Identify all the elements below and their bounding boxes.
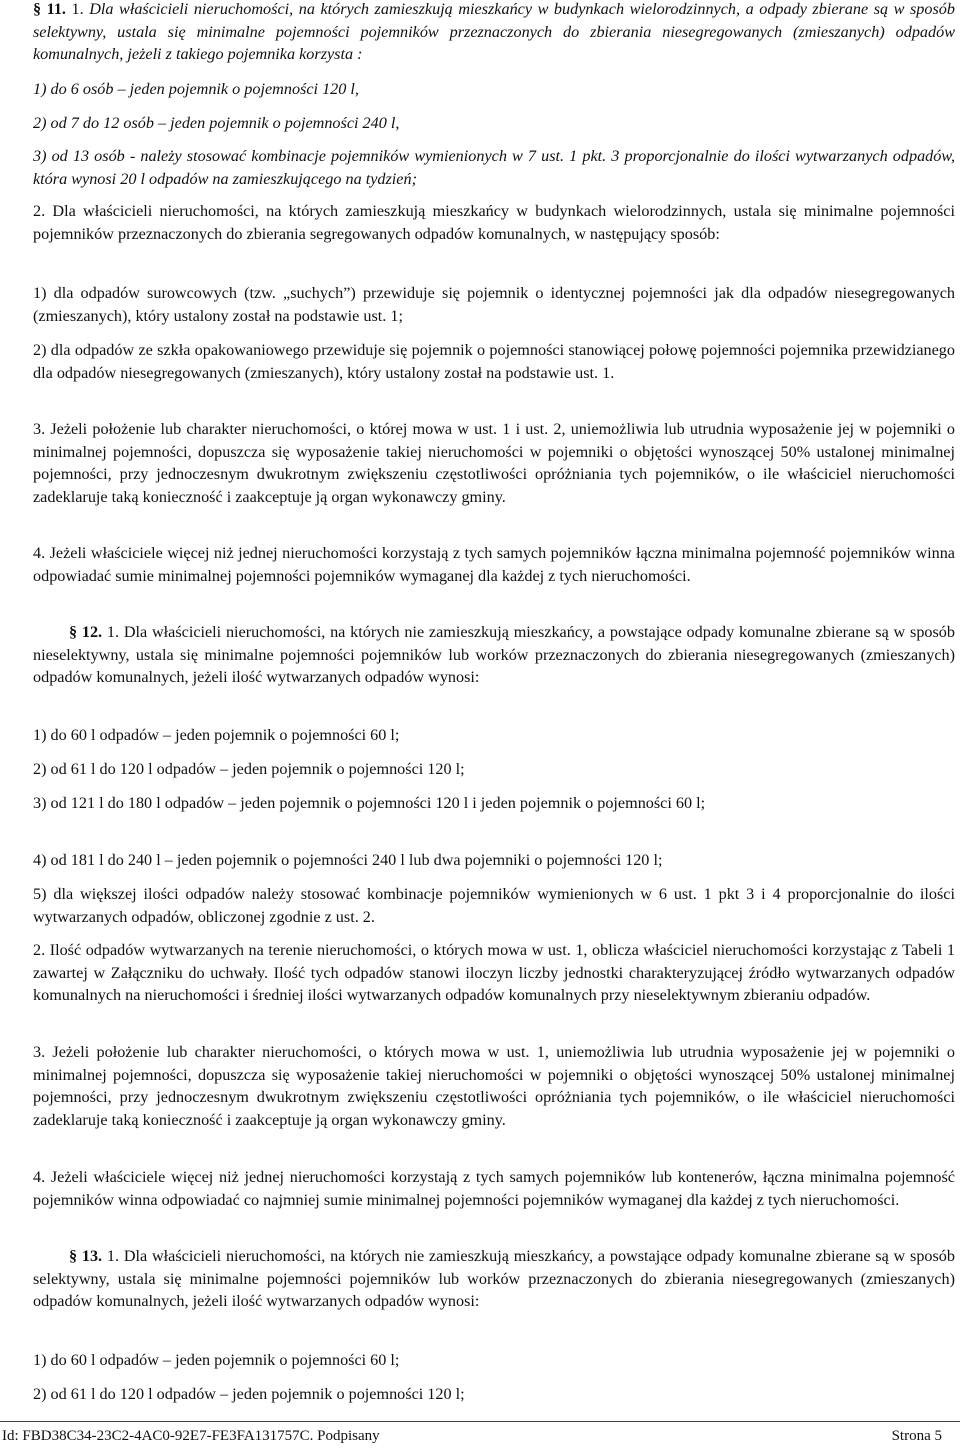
par12-ust3: 3. Jeżeli położenie lub charakter nieruchomości, o których mowa w ust. 1, uniemożliwia lub utrudnia wyposażenie jej w pojemniki o minimalnej pojemności, dopuszcza się wyposażenie takiej nieruchomości w pojemniki o objętości wynoszącej 50% ustalonej minimalnej pojemności, przy jednoczesnym dwukrotnym zwiększeniu częstotliwości opróżniania tych pojemników, o ile właściciel nieruchomości zadeklaruje taką konieczność i zaakceptuje ją organ wykonawczy gminy. xyxy=(33,1043,955,1129)
par11-ust1-text: Dla właścicieli nieruchomości, na których zamieszkują mieszkańcy w budynkach wielorodzinnych, a odpady zbierane są w sposób selektywny, ustala się minimalne pojemności pojemników przeznaczonych do zbierania niesegregowanych (zmieszanych) odpadów komunalnych, jeżeli z takiego pojemnika korzysta : xyxy=(33,0,955,64)
par11-ust3: 3. Jeżeli położenie lub charakter nieruchomości, o której mowa w ust. 1 i ust. 2, uniemożliwia lub utrudnia wyposażenie jej w pojemniki o minimalnej pojemności, dopuszcza się wyposażenie takiej nieruchomości w pojemniki o objętości wynoszącej 50% ustalonej minimalnej pojemności, przy jednoczesnym dwukrotnym zwiększeniu częstotliwości opróżniania tych pojemników, o ile właściciel nieruchomości zadeklaruje taką konieczność i zaakceptuje ją organ wykonawczy gminy. xyxy=(33,420,955,506)
par11-ust1-number: 1. xyxy=(71,0,84,18)
par11-ust1-item-1: 1) do 6 osób – jeden pojemnik o pojemności 120 l, xyxy=(33,80,359,98)
par12-ust1 xyxy=(33,621,955,689)
par12-ust1-item-3: 3) od 121 l do 180 l odpadów – jeden pojemnik o pojemności 120 l i jeden pojemnik o pojemności 60 l; xyxy=(33,794,706,812)
par12-ust1-text: Dla właścicieli nieruchomości, na których nie zamieszkują mieszkańcy, a powstające odpady komunalne zbierane są w sposób nieselektywny, ustala się minimalne pojemności pojemników lub worków przeznaczonych do zbierania niesegregowanych (zmieszanych) odpadów komunalnych, jeżeli ilość wytwarzanych odpadów wynosi: xyxy=(33,623,955,687)
par11-ust2: 2. Dla właścicieli nieruchomości, na których zamieszkują mieszkańcy w budynkach wielorodzinnych, ustala się minimalne pojemności pojemników przeznaczonych do zbierania segregowanych odpadów komunalnych, w następujący sposób: xyxy=(33,202,955,243)
par13-number: § 13. xyxy=(69,1247,103,1265)
par13-ust1-text: Dla właścicieli nieruchomości, na których nie zamieszkują mieszkańcy, a powstające odpady komunalne zbierane są w sposób selektywny, ustala się minimalne pojemności pojemników lub worków przeznaczonych do zbierania niesegregowanych (zmieszanych) odpadów komunalnych, jeżeli ilość wytwarzanych odpadów wynosi: xyxy=(33,1247,955,1311)
par13-ust1-item-1: 1) do 60 l odpadów – jeden pojemnik o pojemności 60 l; xyxy=(33,1351,400,1369)
par12-ust1-item-1: 1) do 60 l odpadów – jeden pojemnik o pojemności 60 l; xyxy=(33,726,400,744)
par12-ust1-item-4: 4) od 181 l do 240 l – jeden pojemnik o pojemności 240 l lub dwa pojemniki o pojemności 120 l; xyxy=(33,851,663,869)
par12-ust2: 2. Ilość odpadów wytwarzanych na terenie nieruchomości, o których mowa w ust. 1, oblicza właściciel nieruchomości korzystając z Tabeli 1 zawartej w Załączniku do uchwały. Ilość tych odpadów stanowi iloczyn liczby jednostki charakteryzującej źródło wytwarzanych odpadów komunalnych na nieruchomości i średniej ilości wytwarzanych odpadów komunalnych przy nieselektywnym zbieraniu odpadów. xyxy=(33,941,955,1005)
par13-ust1-item-2: 2) od 61 l do 120 l odpadów – jeden pojemnik o pojemności 120 l; xyxy=(33,1385,465,1403)
page-number: Strona 5 xyxy=(891,1428,942,1444)
par11-ust2-item-1: 1) dla odpadów surowcowych (tzw. „suchych”) przewiduje się pojemnik o identycznej pojemności jak dla odpadów niesegregowanych (zmieszanych), który ustalony został na podstawie ust. 1; xyxy=(33,284,955,325)
document-id: Id: FBD38C34-23C2-4AC0-92E7-FE3FA131757C. Podpisany xyxy=(2,1428,380,1444)
par11-ust4: 4. Jeżeli właściciele więcej niż jednej nieruchomości korzystają z tych samych pojemników łączna minimalna pojemność pojemników winna odpowiadać sumie minimalnej pojemności pojemników wymaganej dla każdej z tych nieruchomości. xyxy=(33,544,955,585)
par11-ust1 xyxy=(33,0,955,66)
par11-ust1-item-2: 2) od 7 do 12 osób – jeden pojemnik o pojemności 240 l, xyxy=(33,114,400,132)
par11-ust1-item-3: 3) od 13 osób - należy stosować kombinacje pojemników wymienionych w 7 ust. 1 pkt. 3 proporcjonalnie do ilości wytwarzanych odpadów, która wynosi 20 l odpadów na zamieszkującego na tydzień; xyxy=(33,147,955,188)
par12-ust1-item-2: 2) od 61 l do 120 l odpadów – jeden pojemnik o pojemności 120 l; xyxy=(33,760,465,778)
par12-number: § 12. xyxy=(69,623,103,641)
par13-ust1 xyxy=(33,1245,955,1313)
par11-ust2-item-2: 2) dla odpadów ze szkła opakowaniowego przewiduje się pojemnik o pojemności stanowiącej połowę pojemności pojemnika przewidzianego dla odpadów niesegregowanych (zmieszanych), który ustalony został na podstawie ust. 1. xyxy=(33,341,955,382)
par11-number: § 11. xyxy=(33,0,66,18)
par13-ust1-number: 1. xyxy=(106,1247,120,1265)
par12-ust1-number: 1. xyxy=(106,623,120,641)
par12-ust4: 4. Jeżeli właściciele więcej niż jednej nieruchomości korzystają z tych samych pojemników lub kontenerów, łączna minimalna pojemność pojemników winna odpowiadać co najmniej sumie minimalnej pojemności pojemników wymaganej dla każdej z tych nieruchomości. xyxy=(33,1168,955,1209)
page-footer xyxy=(0,1421,960,1448)
par12-ust1-item-5: 5) dla większej ilości odpadów należy stosować kombinacje pojemników wymienionych w 6 ust. 1 pkt 3 i 4 proporcjonalnie do ilości wytwarzanych odpadów, obliczonej zgodnie z ust. 2. xyxy=(33,885,955,926)
